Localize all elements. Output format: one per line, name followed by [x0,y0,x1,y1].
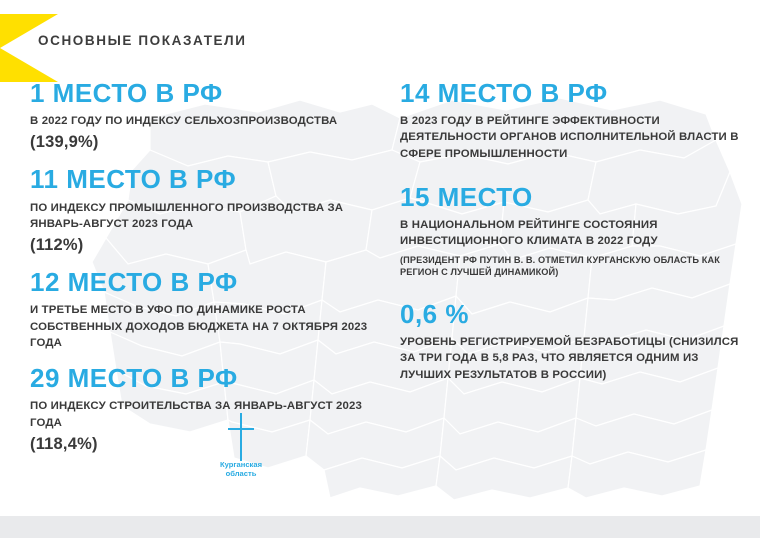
stat-block [400,181,750,279]
kurgan-callout-label: Курганская область [219,460,263,479]
stat-rank: 14 МЕСТО В РФ [400,78,608,108]
stat-rank: 0,6 % [400,298,469,329]
stat-description: УРОВЕНЬ РЕГИСТРИРУЕМОЙ БЕЗРАБОТИЦЫ (СНИЗИЛСЯ ЗА ТРИ ГОДА В 5,8 РАЗ, ЧТО ЯВЛЯЕТСЯ ОДНИМ ИЗ ЛУЧШИХ РЕЗУЛЬТАТОВ В РОССИИ) [400,336,739,381]
page-title: ОСНОВНЫЕ ПОКАЗАТЕЛИ [38,33,247,48]
stat-description: В НАЦИОНАЛЬНОМ РЕЙТИНГЕ СОСТОЯНИЯ ИНВЕСТИЦИОННОГО КЛИМАТА В 2022 ГОДУ [400,219,658,248]
stat-block [30,80,380,152]
bottom-band [0,516,760,538]
stat-rank: 1 МЕСТО В РФ [30,78,223,108]
yellow-wedge-decoration [0,14,58,82]
stat-description: ПО ИНДЕКСУ ПРОМЫШЛЕННОГО ПРОИЗВОДСТВА ЗА ЯНВАРЬ-АВГУСТ 2023 ГОДА [30,201,344,230]
stat-block [400,298,750,383]
stat-note: (ПРЕЗИДЕНТ РФ ПУТИН В. В. ОТМЕТИЛ КУРГАНСКУЮ ОБЛАСТЬ КАК РЕГИОН С ЛУЧШЕЙ ДИНАМИКОЙ) [400,254,720,278]
stat-percent: (118,4%) [30,434,98,453]
stat-description: ПО ИНДЕКСУ СТРОИТЕЛЬСТВА ЗА ЯНВАРЬ-АВГУСТ 2023 ГОДА [30,400,362,429]
stat-percent: (139,9%) [30,133,99,152]
stat-block [30,269,380,351]
stat-rank: 15 МЕСТО [400,181,533,212]
stat-percent: (112%) [30,236,84,255]
stat-block [30,166,380,255]
stat-description: В 2022 ГОДУ ПО ИНДЕКСУ СЕЛЬХОЗПРОИЗВОДСТВА [30,115,338,128]
stat-block [400,80,750,162]
stat-rank: 11 МЕСТО В РФ [30,164,237,195]
stat-description: В 2023 ГОДУ В РЕЙТИНГЕ ЭФФЕКТИВНОСТИ ДЕЯТЕЛЬНОСТИ ОРГАНОВ ИСПОЛНИТЕЛЬНОЙ ВЛАСТИ В СФЕРЕ ПРОМЫШЛЕННОСТИ [400,115,739,160]
stat-description: И ТРЕТЬЕ МЕСТО В УФО ПО ДИНАМИКЕ РОСТА СОБСТВЕННЫХ ДОХОДОВ БЮДЖЕТА НА 7 ОКТЯБРЯ 2023 ГОДА [30,304,368,349]
stat-rank: 29 МЕСТО В РФ [30,363,238,394]
kurgan-callout-cross [228,428,254,430]
stat-rank: 12 МЕСТО В РФ [30,267,238,298]
right-column [400,80,750,397]
kurgan-callout-line [240,413,242,461]
left-column [30,80,380,468]
stat-block [30,365,380,454]
